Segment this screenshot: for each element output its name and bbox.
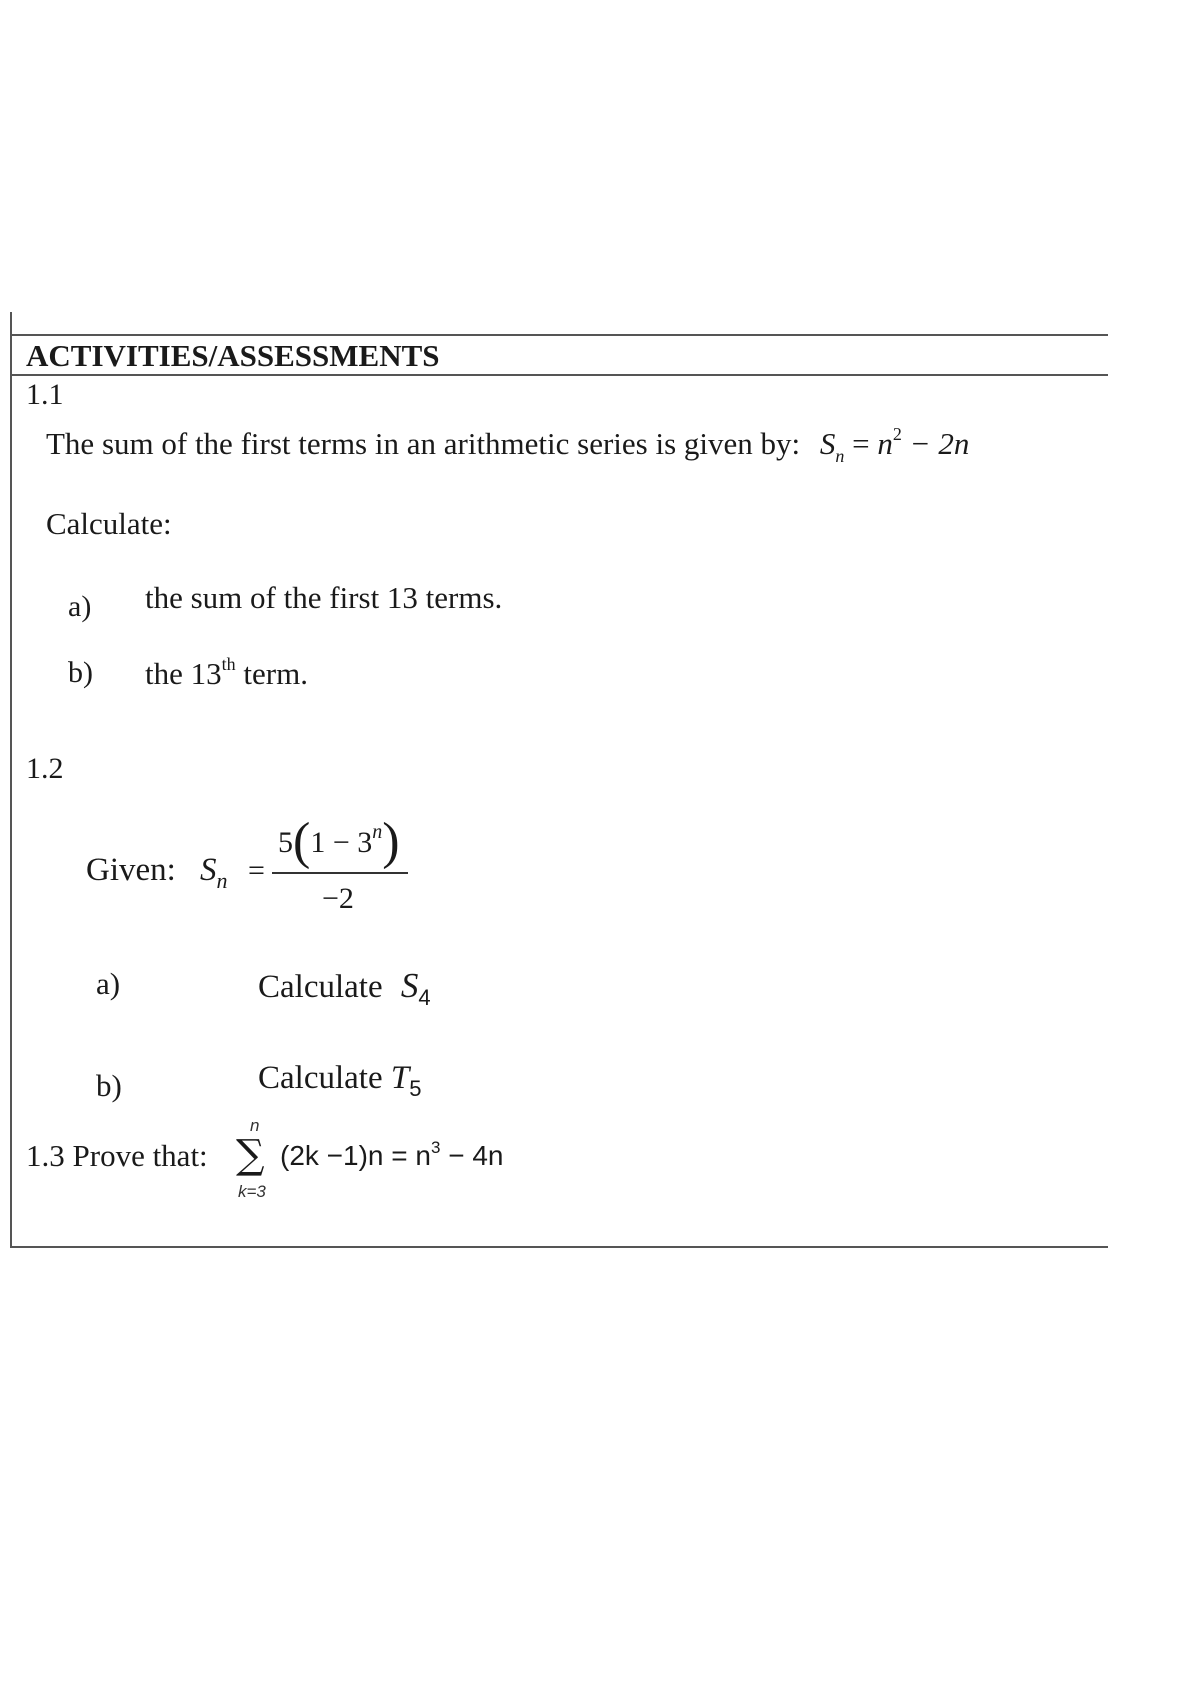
part-1-2-b-text	[258, 1060, 422, 1101]
formula-pow: 2	[892, 424, 902, 444]
formula-rest: − 2n	[909, 426, 970, 461]
part-1-1-a-text: the sum of the first 13 terms.	[145, 580, 503, 615]
page-title: ACTIVITIES/ASSESSMENTS	[26, 338, 440, 373]
numerator-coef: 5	[278, 826, 293, 859]
given-sn	[200, 852, 228, 893]
given-equals: =	[248, 854, 265, 887]
question-1-3-text: 1.3 Prove that:	[26, 1138, 208, 1173]
expr-right: − 4n	[440, 1140, 504, 1171]
given-label: Given:	[86, 852, 176, 888]
intro-text: The sum of the first terms in an arithmetic series is given by:	[46, 426, 801, 461]
a-calc-sub: 4	[418, 985, 431, 1010]
a-calc-text: Calculate	[258, 969, 383, 1005]
question-1-2-number: 1.2	[26, 752, 64, 785]
formula-s: S	[819, 426, 836, 461]
fraction-bar	[272, 872, 408, 874]
a-calc-var: S	[400, 966, 419, 1005]
fraction-numerator	[278, 806, 400, 870]
part-1-1-b-text	[145, 656, 308, 692]
b-text-sup: th	[221, 654, 236, 674]
sn-formula	[819, 424, 970, 466]
b-calc-var: T	[390, 1060, 410, 1096]
b-calc-sub: 5	[409, 1076, 422, 1101]
numerator-pow: n	[372, 821, 383, 843]
part-1-2-a-text	[258, 966, 431, 1010]
right-paren: )	[382, 813, 400, 870]
left-paren: (	[293, 813, 311, 870]
formula-n: n	[877, 426, 893, 461]
sum-lower-limit: k=3	[238, 1182, 266, 1201]
part-1-2-b-label: b)	[96, 1068, 122, 1103]
fraction-denominator: −2	[322, 882, 354, 915]
table-left-border	[10, 312, 12, 1248]
sum-expression	[280, 1140, 504, 1172]
given-s: S	[200, 852, 217, 888]
part-1-2-a-label: a)	[96, 966, 121, 1001]
given-sub: n	[216, 868, 228, 893]
b-text-after: term.	[235, 656, 308, 691]
expr-pow: 3	[430, 1138, 441, 1157]
sum-upper-limit: n	[250, 1116, 260, 1135]
header-bottom-border	[10, 374, 1108, 376]
table-bottom-border	[10, 1246, 1108, 1248]
numerator-inner: 1 − 3	[310, 826, 373, 859]
calculate-label: Calculate:	[46, 506, 172, 541]
table-top-border	[10, 334, 1108, 336]
b-calc-text: Calculate	[258, 1060, 383, 1096]
question-1-1-number: 1.1	[26, 378, 64, 411]
part-1-1-a-label: a)	[68, 590, 92, 623]
expr-left: (2k −1)n = n	[280, 1140, 431, 1171]
formula-sub: n	[835, 446, 845, 466]
part-1-1-b-label: b)	[68, 656, 93, 689]
formula-eq: =	[852, 426, 870, 461]
b-text-before: the 13	[145, 656, 222, 691]
question-1-1-intro	[46, 424, 970, 466]
sigma-symbol: ∑	[236, 1132, 265, 1178]
